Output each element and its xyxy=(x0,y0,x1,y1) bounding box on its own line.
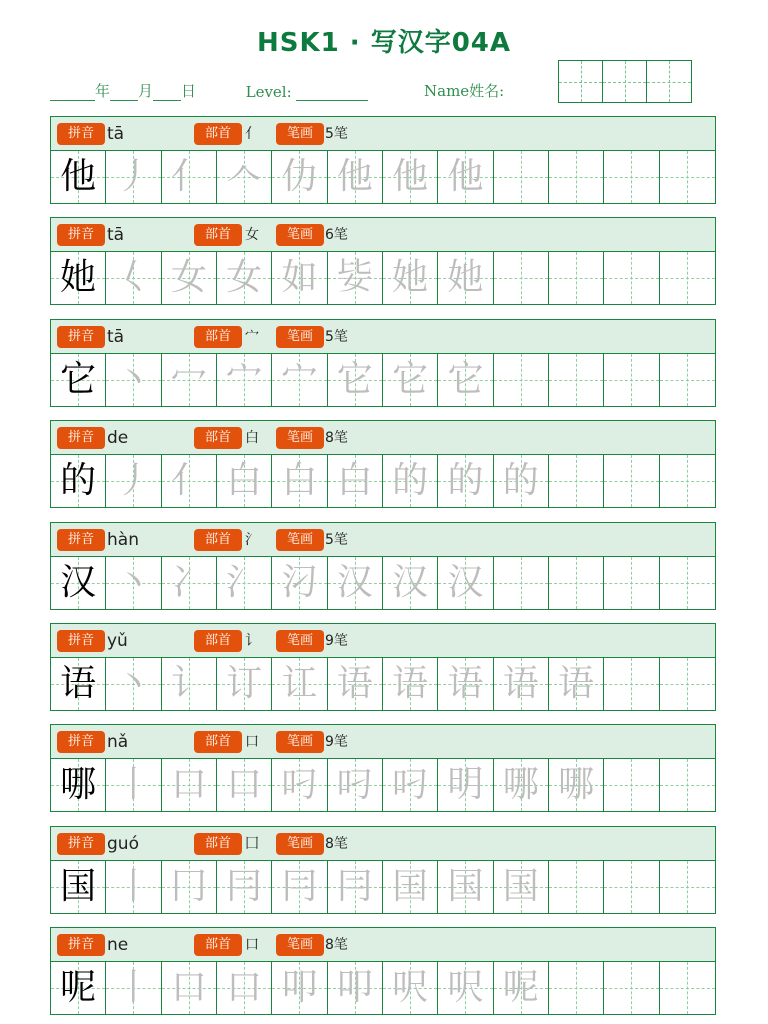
trace-stroke-character: 它 xyxy=(392,359,429,400)
practice-cell[interactable] xyxy=(604,151,659,203)
practice-cell[interactable] xyxy=(106,455,161,507)
model-character: 哪 xyxy=(60,764,97,805)
model-character-cell xyxy=(51,151,106,203)
model-character-cell xyxy=(51,861,106,913)
practice-cell[interactable] xyxy=(549,962,604,1014)
practice-cell[interactable] xyxy=(549,455,604,507)
model-character-cell xyxy=(51,252,106,304)
trace-stroke-character: 白 xyxy=(336,460,373,501)
trace-stroke-character: 汉 xyxy=(336,562,373,603)
row-header xyxy=(51,827,715,861)
practice-cell[interactable] xyxy=(604,962,659,1014)
practice-cell[interactable] xyxy=(272,962,327,1014)
pinyin-badge: 拼音 xyxy=(57,326,105,348)
strokes-value: 8笔 xyxy=(325,836,348,852)
row-header xyxy=(51,624,715,658)
character-row xyxy=(50,826,716,914)
practice-cell[interactable] xyxy=(272,455,327,507)
model-character: 她 xyxy=(60,257,97,298)
trace-stroke-character: 她 xyxy=(392,257,429,298)
practice-cell[interactable] xyxy=(162,861,217,913)
practice-cell[interactable] xyxy=(549,557,604,609)
practice-cell[interactable] xyxy=(660,252,715,304)
trace-stroke-character: 如 xyxy=(281,257,318,298)
trace-stroke-character: 女 xyxy=(170,257,207,298)
practice-cell[interactable] xyxy=(328,759,383,811)
trace-stroke-character: 叼 xyxy=(336,764,373,805)
practice-cell[interactable] xyxy=(383,455,438,507)
practice-cell[interactable] xyxy=(494,252,549,304)
trace-stroke-character: 它 xyxy=(336,359,373,400)
model-character-cell xyxy=(51,658,106,710)
trace-stroke-character: 它 xyxy=(447,359,484,400)
trace-stroke-character: 口 xyxy=(170,764,207,805)
trace-stroke-character: 的 xyxy=(392,460,429,501)
strokes-badge: 笔画 xyxy=(276,224,324,246)
pinyin-value: guó xyxy=(107,834,139,854)
practice-cell[interactable] xyxy=(383,759,438,811)
practice-cell[interactable] xyxy=(217,557,272,609)
pinyin-value: nǎ xyxy=(107,732,129,752)
radical-value: 口 xyxy=(245,937,259,953)
trace-stroke-character: 氵 xyxy=(226,562,263,603)
trace-stroke-character: 他 xyxy=(392,156,429,197)
practice-cell[interactable] xyxy=(162,252,217,304)
trace-stroke-character: 他 xyxy=(336,156,373,197)
radical-badge: 部首 xyxy=(194,731,242,753)
trace-stroke-character: 𡿨 xyxy=(115,257,152,298)
practice-cell[interactable] xyxy=(604,861,659,913)
practice-cell[interactable] xyxy=(383,962,438,1014)
trace-stroke-character: 丶 xyxy=(115,359,152,400)
practice-cell[interactable] xyxy=(494,151,549,203)
practice-cell[interactable] xyxy=(328,658,383,710)
model-character-cell xyxy=(51,759,106,811)
practice-cell[interactable] xyxy=(438,557,493,609)
practice-cell[interactable] xyxy=(217,759,272,811)
trace-stroke-character: 丶 xyxy=(115,663,152,704)
trace-stroke-character: 的 xyxy=(447,460,484,501)
practice-cell[interactable] xyxy=(549,151,604,203)
trace-stroke-character: 哪 xyxy=(558,764,595,805)
trace-stroke-character: 呎 xyxy=(447,967,484,1008)
practice-cell[interactable] xyxy=(438,658,493,710)
practice-cell[interactable] xyxy=(272,151,327,203)
practice-cell[interactable] xyxy=(660,455,715,507)
pinyin-value: tā xyxy=(107,124,125,144)
model-character: 呢 xyxy=(60,967,97,1008)
radical-value: 氵 xyxy=(245,532,259,548)
practice-cell[interactable] xyxy=(383,658,438,710)
trace-stroke-character: 叼 xyxy=(281,764,318,805)
strokes-badge: 笔画 xyxy=(276,934,324,956)
model-character: 它 xyxy=(60,359,97,400)
pinyin-badge: 拼音 xyxy=(57,630,105,652)
trace-stroke-character: 冃 xyxy=(281,866,318,907)
practice-cell[interactable] xyxy=(162,354,217,406)
trace-stroke-character: 语 xyxy=(392,663,429,704)
trace-stroke-character: 汉 xyxy=(447,562,484,603)
writing-grid xyxy=(51,658,715,710)
practice-cell[interactable] xyxy=(604,252,659,304)
pinyin-value: hàn xyxy=(107,530,139,550)
trace-stroke-character: 呢 xyxy=(502,967,539,1008)
trace-stroke-character: 仂 xyxy=(281,156,318,197)
trace-stroke-character: 哪 xyxy=(502,764,539,805)
trace-stroke-character: 亻 xyxy=(170,156,207,197)
radical-value: 囗 xyxy=(245,836,259,852)
pinyin-value: de xyxy=(107,428,129,448)
pinyin-badge: 拼音 xyxy=(57,731,105,753)
strokes-value: 6笔 xyxy=(325,227,348,243)
practice-cell[interactable] xyxy=(328,354,383,406)
name-writing-box[interactable] xyxy=(558,60,692,103)
practice-cell[interactable] xyxy=(494,658,549,710)
pinyin-value: ne xyxy=(107,935,129,955)
trace-stroke-character: 汈 xyxy=(281,562,318,603)
practice-cell[interactable] xyxy=(272,759,327,811)
practice-cell[interactable] xyxy=(438,354,493,406)
practice-cell[interactable] xyxy=(272,658,327,710)
name-cell[interactable] xyxy=(603,61,647,102)
trace-stroke-character: 冖 xyxy=(170,359,207,400)
strokes-badge: 笔画 xyxy=(276,529,324,551)
name-cell[interactable] xyxy=(559,61,603,102)
model-character: 他 xyxy=(60,156,97,197)
radical-value: 女 xyxy=(245,227,259,243)
practice-cell[interactable] xyxy=(162,151,217,203)
radical-badge: 部首 xyxy=(194,934,242,956)
character-row xyxy=(50,927,716,1015)
level-label: Level: xyxy=(245,83,292,101)
trace-stroke-character: 她 xyxy=(447,257,484,298)
practice-cell[interactable] xyxy=(328,252,383,304)
trace-stroke-character: 讠 xyxy=(170,663,207,704)
practice-cell[interactable] xyxy=(494,557,549,609)
practice-cell[interactable] xyxy=(106,962,161,1014)
pinyin-value: yǔ xyxy=(107,631,128,651)
trace-stroke-character: 汉 xyxy=(392,562,429,603)
strokes-badge: 笔画 xyxy=(276,630,324,652)
strokes-badge: 笔画 xyxy=(276,731,324,753)
trace-stroke-character: 冂 xyxy=(170,866,207,907)
practice-cell[interactable] xyxy=(494,962,549,1014)
practice-cell[interactable] xyxy=(162,962,217,1014)
day-label: 日 xyxy=(181,82,197,100)
practice-cell[interactable] xyxy=(660,557,715,609)
practice-cell[interactable] xyxy=(438,962,493,1014)
pinyin-badge: 拼音 xyxy=(57,934,105,956)
practice-cell[interactable] xyxy=(106,861,161,913)
info-line xyxy=(50,80,504,101)
practice-cell[interactable] xyxy=(604,557,659,609)
trace-stroke-character: 亻 xyxy=(170,460,207,501)
strokes-value: 5笔 xyxy=(325,126,348,142)
trace-stroke-character: 语 xyxy=(502,663,539,704)
practice-cell[interactable] xyxy=(660,354,715,406)
day-blank[interactable] xyxy=(153,86,181,101)
month-blank[interactable] xyxy=(110,86,138,101)
practice-cell[interactable] xyxy=(383,861,438,913)
model-character-cell xyxy=(51,354,106,406)
pinyin-value: tā xyxy=(107,327,125,347)
month-label: 月 xyxy=(138,82,154,100)
writing-grid xyxy=(51,962,715,1014)
trace-stroke-character: 宀 xyxy=(281,359,318,400)
trace-stroke-character: 呎 xyxy=(392,967,429,1008)
radical-badge: 部首 xyxy=(194,529,242,551)
practice-cell[interactable] xyxy=(660,658,715,710)
trace-stroke-character: 口 xyxy=(170,967,207,1008)
practice-cell[interactable] xyxy=(494,354,549,406)
trace-stroke-character: 冃 xyxy=(336,866,373,907)
pinyin-badge: 拼音 xyxy=(57,224,105,246)
practice-cell[interactable] xyxy=(438,455,493,507)
writing-grid xyxy=(51,861,715,913)
practice-cell[interactable] xyxy=(660,962,715,1014)
practice-cell[interactable] xyxy=(272,861,327,913)
practice-cell[interactable] xyxy=(272,557,327,609)
trace-stroke-character: 丶 xyxy=(115,562,152,603)
practice-cell[interactable] xyxy=(549,252,604,304)
practice-cell[interactable] xyxy=(217,455,272,507)
row-header xyxy=(51,725,715,759)
pinyin-badge: 拼音 xyxy=(57,833,105,855)
practice-cell[interactable] xyxy=(438,252,493,304)
trace-stroke-character: 𡛗 xyxy=(336,257,373,298)
level-blank[interactable] xyxy=(296,86,368,101)
radical-badge: 部首 xyxy=(194,326,242,348)
character-row xyxy=(50,623,716,711)
model-character: 汉 xyxy=(60,562,97,603)
practice-cell[interactable] xyxy=(328,557,383,609)
character-row xyxy=(50,116,716,204)
trace-stroke-character: 丿 xyxy=(115,460,152,501)
practice-cell[interactable] xyxy=(328,861,383,913)
writing-grid xyxy=(51,151,715,203)
trace-stroke-character: 明 xyxy=(447,764,484,805)
year-blank[interactable] xyxy=(50,86,95,101)
practice-cell[interactable] xyxy=(660,759,715,811)
practice-cell[interactable] xyxy=(438,861,493,913)
model-character-cell xyxy=(51,557,106,609)
practice-cell[interactable] xyxy=(438,151,493,203)
practice-cell[interactable] xyxy=(217,252,272,304)
model-character-cell xyxy=(51,962,106,1014)
trace-stroke-character: 囯 xyxy=(392,866,429,907)
practice-cell[interactable] xyxy=(272,252,327,304)
character-row xyxy=(50,217,716,305)
model-character: 国 xyxy=(60,866,97,907)
row-header xyxy=(51,523,715,557)
practice-cell[interactable] xyxy=(660,861,715,913)
practice-cell[interactable] xyxy=(494,455,549,507)
radical-badge: 部首 xyxy=(194,224,242,246)
practice-cell[interactable] xyxy=(383,252,438,304)
writing-grid xyxy=(51,252,715,304)
strokes-value: 9笔 xyxy=(325,734,348,750)
practice-cell[interactable] xyxy=(162,658,217,710)
trace-stroke-character: 他 xyxy=(447,156,484,197)
writing-grid xyxy=(51,455,715,507)
trace-stroke-character: 的 xyxy=(502,460,539,501)
radical-value: 白 xyxy=(245,430,259,446)
practice-cell[interactable] xyxy=(604,658,659,710)
writing-grid xyxy=(51,354,715,406)
model-character: 的 xyxy=(60,460,97,501)
worksheet-title: HSK1 · 写汉字04A xyxy=(256,28,511,58)
practice-cell[interactable] xyxy=(106,658,161,710)
practice-cell[interactable] xyxy=(106,759,161,811)
trace-stroke-character: 白 xyxy=(226,460,263,501)
practice-cell[interactable] xyxy=(604,455,659,507)
strokes-badge: 笔画 xyxy=(276,123,324,145)
character-row xyxy=(50,522,716,610)
radical-value: 讠 xyxy=(245,633,259,649)
practice-cell[interactable] xyxy=(549,354,604,406)
trace-stroke-character: 订 xyxy=(226,663,263,704)
trace-stroke-character: 叼 xyxy=(392,764,429,805)
practice-cell[interactable] xyxy=(604,354,659,406)
practice-cell[interactable] xyxy=(383,151,438,203)
pinyin-badge: 拼音 xyxy=(57,427,105,449)
radical-badge: 部首 xyxy=(194,427,242,449)
practice-cell[interactable] xyxy=(217,658,272,710)
trace-stroke-character: 丨 xyxy=(115,764,152,805)
trace-stroke-character: 口 xyxy=(226,764,263,805)
trace-stroke-character: 丨 xyxy=(115,967,152,1008)
strokes-value: 5笔 xyxy=(325,329,348,345)
trace-stroke-character: 冃 xyxy=(226,866,263,907)
trace-stroke-character: 丨 xyxy=(115,866,152,907)
row-header xyxy=(51,320,715,354)
practice-cell[interactable] xyxy=(549,658,604,710)
year-label: 年 xyxy=(95,82,111,100)
row-header xyxy=(51,117,715,151)
trace-stroke-character: 讧 xyxy=(281,663,318,704)
radical-badge: 部首 xyxy=(194,630,242,652)
practice-cell[interactable] xyxy=(604,759,659,811)
practice-cell[interactable] xyxy=(549,861,604,913)
practice-cell[interactable] xyxy=(162,455,217,507)
practice-cell[interactable] xyxy=(272,354,327,406)
practice-cell[interactable] xyxy=(549,759,604,811)
practice-cell[interactable] xyxy=(494,759,549,811)
trace-stroke-character: 冫 xyxy=(170,562,207,603)
practice-cell[interactable] xyxy=(106,151,161,203)
practice-cell[interactable] xyxy=(328,962,383,1014)
practice-cell[interactable] xyxy=(438,759,493,811)
name-cell[interactable] xyxy=(647,61,691,102)
trace-stroke-character: 语 xyxy=(558,663,595,704)
practice-cell[interactable] xyxy=(217,151,272,203)
trace-stroke-character: 口 xyxy=(226,967,263,1008)
pinyin-badge: 拼音 xyxy=(57,123,105,145)
trace-stroke-character: 语 xyxy=(447,663,484,704)
radical-badge: 部首 xyxy=(194,123,242,145)
strokes-value: 5笔 xyxy=(325,532,348,548)
radical-value: 亻 xyxy=(245,126,259,142)
row-header xyxy=(51,928,715,962)
writing-grid xyxy=(51,557,715,609)
trace-stroke-character: 宀 xyxy=(226,359,263,400)
strokes-value: 8笔 xyxy=(325,430,348,446)
character-row xyxy=(50,420,716,508)
row-header xyxy=(51,218,715,252)
pinyin-value: tā xyxy=(107,225,125,245)
model-character: 语 xyxy=(60,663,97,704)
strokes-badge: 笔画 xyxy=(276,326,324,348)
practice-cell[interactable] xyxy=(328,151,383,203)
strokes-value: 9笔 xyxy=(325,633,348,649)
trace-stroke-character: 语 xyxy=(336,663,373,704)
practice-cell[interactable] xyxy=(162,557,217,609)
model-character-cell xyxy=(51,455,106,507)
radical-value: 口 xyxy=(245,734,259,750)
radical-badge: 部首 xyxy=(194,833,242,855)
trace-stroke-character: 𠆢 xyxy=(226,156,263,197)
strokes-badge: 笔画 xyxy=(276,833,324,855)
strokes-badge: 笔画 xyxy=(276,427,324,449)
practice-cell[interactable] xyxy=(106,354,161,406)
trace-stroke-character: 叩 xyxy=(336,967,373,1008)
practice-cell[interactable] xyxy=(106,557,161,609)
trace-stroke-character: 白 xyxy=(281,460,318,501)
practice-cell[interactable] xyxy=(383,354,438,406)
practice-cell[interactable] xyxy=(328,455,383,507)
practice-cell[interactable] xyxy=(217,962,272,1014)
trace-stroke-character: 丿 xyxy=(115,156,152,197)
practice-cell[interactable] xyxy=(162,759,217,811)
practice-cell[interactable] xyxy=(383,557,438,609)
trace-stroke-character: 国 xyxy=(447,866,484,907)
radical-value: 宀 xyxy=(245,329,259,345)
writing-grid xyxy=(51,759,715,811)
strokes-value: 8笔 xyxy=(325,937,348,953)
character-row xyxy=(50,319,716,407)
character-row xyxy=(50,724,716,812)
practice-cell[interactable] xyxy=(660,151,715,203)
trace-stroke-character: 国 xyxy=(502,866,539,907)
practice-cell[interactable] xyxy=(106,252,161,304)
practice-cell[interactable] xyxy=(217,354,272,406)
row-header xyxy=(51,421,715,455)
practice-cell[interactable] xyxy=(494,861,549,913)
trace-stroke-character: 女 xyxy=(226,257,263,298)
pinyin-badge: 拼音 xyxy=(57,529,105,551)
practice-cell[interactable] xyxy=(217,861,272,913)
name-label: Name姓名: xyxy=(424,82,505,100)
trace-stroke-character: 叩 xyxy=(281,967,318,1008)
